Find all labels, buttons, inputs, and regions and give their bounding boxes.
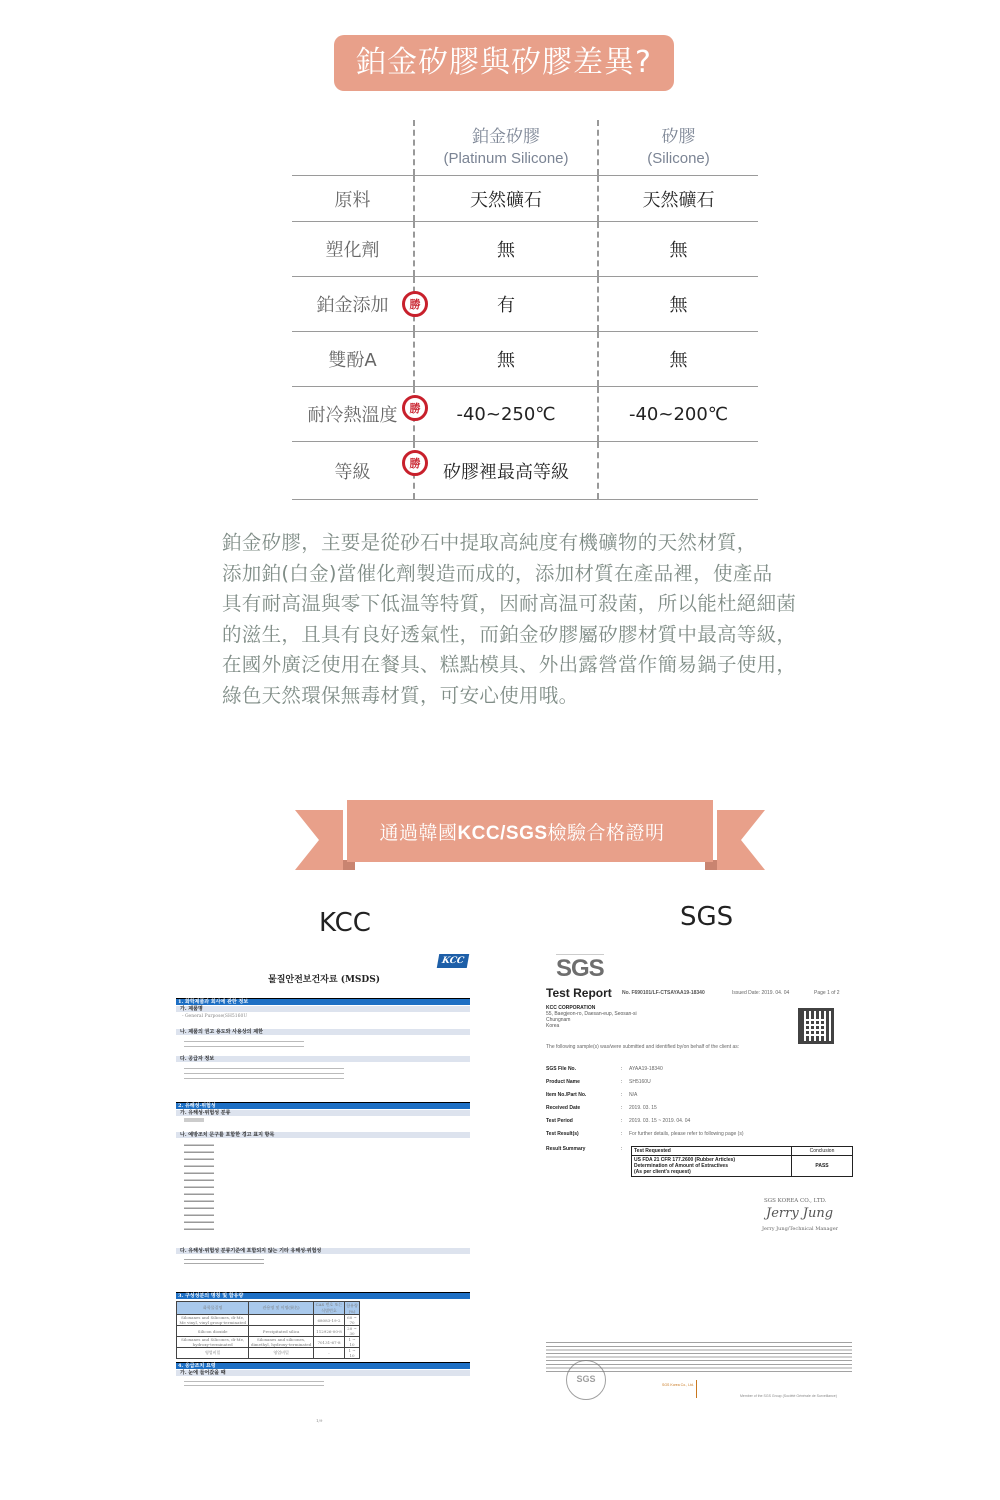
result-summary-table bbox=[631, 1146, 853, 1177]
table-cell: Silicon dioxide bbox=[177, 1326, 249, 1337]
header-platinum-label: 鉑金矽膠 bbox=[472, 126, 540, 147]
address-line: 55, Baegjeon-ro, Daesan-eup, Seosan-si bbox=[546, 1011, 637, 1017]
footer-member: Member of the SGS Group (Société Générale de Surveillance) bbox=[740, 1394, 837, 1398]
test-line: (As per client's request) bbox=[634, 1169, 691, 1175]
row-attribute: 雙酚A bbox=[328, 350, 377, 371]
table-row bbox=[632, 1156, 853, 1177]
field-key: Product Name bbox=[546, 1079, 580, 1085]
field-key: SGS File No. bbox=[546, 1066, 577, 1072]
field-value: SH5160U bbox=[629, 1079, 651, 1085]
msds-section: 1. 화학제품과 회사에 관한 정보 bbox=[176, 998, 470, 1005]
header-platinum-sub: (Platinum Silicone) bbox=[443, 149, 569, 167]
msds-section: 4. 응급조치 요령 bbox=[176, 1362, 470, 1369]
qr-code-icon bbox=[798, 1008, 834, 1044]
row-attribute: 鉑金添加 bbox=[316, 295, 389, 316]
field-value: For further details, please refer to following page (s) bbox=[629, 1131, 744, 1137]
row-silicone-value: -40~200℃ bbox=[597, 387, 758, 441]
address-line: Chungnam bbox=[546, 1017, 571, 1023]
table-cell: 영업비밀 bbox=[177, 1348, 249, 1359]
kcc-label: KCC bbox=[319, 908, 371, 938]
sgs-test-report bbox=[544, 952, 854, 1422]
report-intro: The following sample(s) was/were submitted and identified by/on behalf of the client as: bbox=[546, 1044, 740, 1050]
table-cell bbox=[632, 1156, 792, 1177]
table-row bbox=[177, 1315, 360, 1326]
row-silicone-value: 無 bbox=[597, 332, 758, 386]
sgs-logo: SGS bbox=[556, 955, 604, 982]
msds-section: 2. 유해성·위험성 bbox=[176, 1102, 470, 1109]
banner-bold: KCC/SGS bbox=[457, 823, 548, 844]
msds-line bbox=[184, 1140, 214, 1230]
msds-subsection: 다. 유해성·위험성 분류기준에 포함되지 않는 기타 유해성·위험성 bbox=[176, 1248, 470, 1254]
table-row bbox=[292, 176, 758, 222]
table-cell: Precipitated silica bbox=[249, 1326, 314, 1337]
table-cell: Siloxanes and silicones, dimethyl, hydroxy-terminated bbox=[249, 1337, 314, 1348]
row-silicone-value: 天然礦石 bbox=[597, 176, 758, 221]
address-line: Korea bbox=[546, 1023, 560, 1029]
kcc-msds-document bbox=[176, 952, 472, 1422]
description bbox=[222, 528, 842, 711]
field-value: AYAA19-18340 bbox=[629, 1066, 663, 1072]
table-row bbox=[292, 442, 758, 500]
report-field: Item No./Part No. : N/A bbox=[546, 1092, 638, 1098]
footer-company: SGS Korea Co., Ltd. bbox=[662, 1383, 694, 1387]
row-silicone-value bbox=[597, 442, 758, 499]
report-field: Result Summary : bbox=[546, 1146, 623, 1152]
description-line: 綠色天然環保無毒材質，可安心使用哦。 bbox=[222, 683, 579, 707]
header-empty-cell bbox=[292, 120, 413, 175]
table-row bbox=[292, 387, 758, 442]
row-platinum-value: 天然礦石 bbox=[413, 176, 597, 221]
row-platinum-value: 無 bbox=[413, 222, 597, 276]
description-line: 鉑金矽膠，主要是從砂石中提取高純度有機礦物的天然材質， bbox=[222, 531, 757, 554]
description-line: 添加鉑(白金)當催化劑製造而成的，添加材質在產品裡，使產品 bbox=[222, 561, 773, 585]
signer-title: Jerry Jung/Technical Manager bbox=[762, 1226, 839, 1232]
report-page: Page 1 of 2 bbox=[814, 990, 840, 996]
table-cell: 70131-67-8 bbox=[313, 1337, 344, 1348]
row-platinum-value bbox=[409, 277, 597, 331]
msds-subsection: 나. 예방조치 문구를 포함한 경고 표지 항목 bbox=[176, 1132, 470, 1138]
certification-banner bbox=[295, 800, 765, 880]
win-badge-icon: 勝 bbox=[402, 450, 428, 476]
win-badge-icon: 勝 bbox=[402, 395, 428, 421]
table-header: CAS 번호 또는 식별번호 bbox=[313, 1302, 344, 1315]
field-key: Received Date bbox=[546, 1105, 581, 1111]
msds-subsection: 가. 제품명 bbox=[176, 1006, 470, 1012]
report-field: Product Name : SH5160U bbox=[546, 1079, 651, 1085]
report-field: SGS File No. : AYAA19-18340 bbox=[546, 1066, 663, 1072]
table-row bbox=[177, 1326, 360, 1337]
description-line: 具有耐高温與零下低温等特質，因耐高温可殺菌，所以能杜絕細菌 bbox=[222, 592, 797, 615]
msds-section: 3. 구성성분의 명칭 및 함유량 bbox=[176, 1292, 470, 1299]
table-cell: 60 ~ 70 bbox=[345, 1315, 360, 1326]
sgs-label: SGS bbox=[680, 902, 734, 932]
sgs-stamp-icon: SGS bbox=[566, 1360, 606, 1400]
row-attribute: 耐冷熱溫度 bbox=[307, 405, 398, 426]
report-field: Test Period : 2019. 03. 15 ~ 2019. 04. 04 bbox=[546, 1118, 691, 1124]
field-key: Test Period bbox=[546, 1118, 573, 1124]
header-silicone bbox=[597, 120, 758, 175]
test-line: Determination of Amount of Extractives bbox=[634, 1163, 728, 1169]
table-cell: 20 ~ 30 bbox=[345, 1326, 360, 1337]
table-cell bbox=[249, 1315, 314, 1326]
table-header: 함유량(%) bbox=[346, 1302, 358, 1314]
banner-text bbox=[347, 808, 697, 858]
msds-line bbox=[184, 1378, 324, 1386]
footer-divider bbox=[696, 1380, 697, 1398]
row-attribute: 塑化劑 bbox=[325, 240, 380, 261]
table-header: 관용명 및 이명(異名) bbox=[249, 1302, 314, 1315]
msds-title: 물질안전보건자료 (MSDS) bbox=[268, 975, 380, 985]
table-row bbox=[292, 277, 758, 332]
row-attribute: 原料 bbox=[334, 189, 371, 211]
table-cell: Siloxanes and Silicones, di-Me, Me vinyl, vinyl group-terminated bbox=[177, 1315, 249, 1326]
description-line: 的滋生，且具有良好透氣性，而鉑金矽膠屬矽膠材質中最高等級， bbox=[222, 622, 797, 646]
msds-subsection: 다. 공급자 정보 bbox=[176, 1056, 470, 1062]
row-silicone-value: 無 bbox=[597, 277, 758, 331]
conclusion-cell: PASS bbox=[792, 1156, 853, 1177]
table-row bbox=[177, 1337, 360, 1348]
table-row bbox=[292, 332, 758, 387]
table-row bbox=[177, 1348, 360, 1359]
table-cell: 1 ~ 10 bbox=[345, 1348, 360, 1359]
msds-line bbox=[184, 1037, 304, 1047]
table-row bbox=[292, 222, 758, 277]
field-key: Result Summary bbox=[546, 1146, 586, 1152]
field-value: 2019. 03. 15 ~ 2019. 04. 04 bbox=[629, 1118, 691, 1124]
kcc-logo: KCC bbox=[437, 954, 469, 968]
signer-company: SGS KOREA CO., LTD. bbox=[764, 1198, 827, 1204]
banner-prefix: 通過韓國 bbox=[379, 822, 458, 844]
client-name: KCC CORPORATION bbox=[546, 1005, 596, 1011]
page-title: 鉑金矽膠與矽膠差異? bbox=[334, 35, 674, 91]
issued-date: Issued Date: 2019. 04. 04 bbox=[732, 990, 790, 996]
report-number: No. F690101/LF-CTSAYAA19-18340 bbox=[622, 990, 705, 996]
win-badge-icon: 勝 bbox=[402, 291, 428, 317]
row-platinum-text: -40~250℃ bbox=[456, 403, 556, 425]
banner-suffix: 檢驗合格證明 bbox=[547, 822, 665, 844]
table-cell: - bbox=[313, 1348, 344, 1359]
field-key: Item No./Part No. bbox=[546, 1092, 587, 1098]
report-title: Test Report bbox=[546, 986, 612, 1000]
msds-page-number: 1/9 bbox=[316, 1418, 323, 1423]
field-value: N/A bbox=[629, 1092, 638, 1098]
comparison-header-row bbox=[292, 120, 758, 176]
table-cell: 영업비밀 bbox=[249, 1348, 314, 1359]
msds-subsection: 나. 제품의 권고 용도와 사용상의 제한 bbox=[176, 1029, 470, 1035]
table-header: 화학물질명 bbox=[177, 1302, 249, 1315]
msds-line bbox=[184, 1064, 344, 1079]
msds-composition-table bbox=[176, 1301, 360, 1359]
table-header-row bbox=[177, 1302, 360, 1315]
row-platinum-value bbox=[409, 442, 597, 499]
report-field: Test Result(s) : For further details, please refer to following page (s) bbox=[546, 1131, 744, 1137]
row-platinum-value bbox=[409, 387, 597, 441]
msds-subsection: 가. 유해성·위험성 분류 bbox=[176, 1110, 470, 1116]
table-cell: Siloxanes and Silicones, di-Me, hydroxy-terminated bbox=[177, 1337, 249, 1348]
row-silicone-value: 無 bbox=[597, 222, 758, 276]
table-cell: 1 ~ 10 bbox=[345, 1337, 360, 1348]
header-silicone-label: 矽膠 bbox=[661, 126, 696, 147]
test-line: US FDA 21 CFR 177.2600 (Rubber Articles) bbox=[634, 1157, 736, 1163]
header-platinum bbox=[413, 120, 597, 175]
field-key: Test Result(s) bbox=[546, 1131, 579, 1137]
signature: Jerry Jung bbox=[766, 1206, 834, 1221]
table-header-row bbox=[632, 1147, 853, 1156]
row-attribute: 等級 bbox=[334, 461, 371, 483]
msds-line: - General Purpose(SH5160U bbox=[182, 1014, 248, 1019]
table-header: Test Requested bbox=[632, 1147, 792, 1156]
description-line: 在國外廣泛使用在餐具、糕點模具、外出露營當作簡易鍋子使用， bbox=[222, 653, 797, 676]
table-header: Conclusion bbox=[792, 1147, 853, 1156]
header-silicone-sub: (Silicone) bbox=[647, 149, 710, 167]
row-platinum-text: 有 bbox=[497, 295, 515, 316]
row-platinum-value: 無 bbox=[413, 332, 597, 386]
row-platinum-text: 矽膠裡最高等級 bbox=[443, 461, 569, 483]
msds-subsection: 가. 눈에 들어갔을 때 bbox=[176, 1370, 470, 1376]
client-address bbox=[546, 1005, 637, 1029]
table-cell: 112926-00-8 bbox=[313, 1326, 344, 1337]
table-cell: 68083-19-2 bbox=[313, 1315, 344, 1326]
msds-line bbox=[184, 1256, 264, 1264]
report-field: Received Date : 2019. 03. 15 bbox=[546, 1105, 657, 1111]
comparison-table bbox=[292, 120, 758, 500]
field-value: 2019. 03. 15 bbox=[629, 1105, 657, 1111]
msds-line bbox=[184, 1118, 204, 1122]
